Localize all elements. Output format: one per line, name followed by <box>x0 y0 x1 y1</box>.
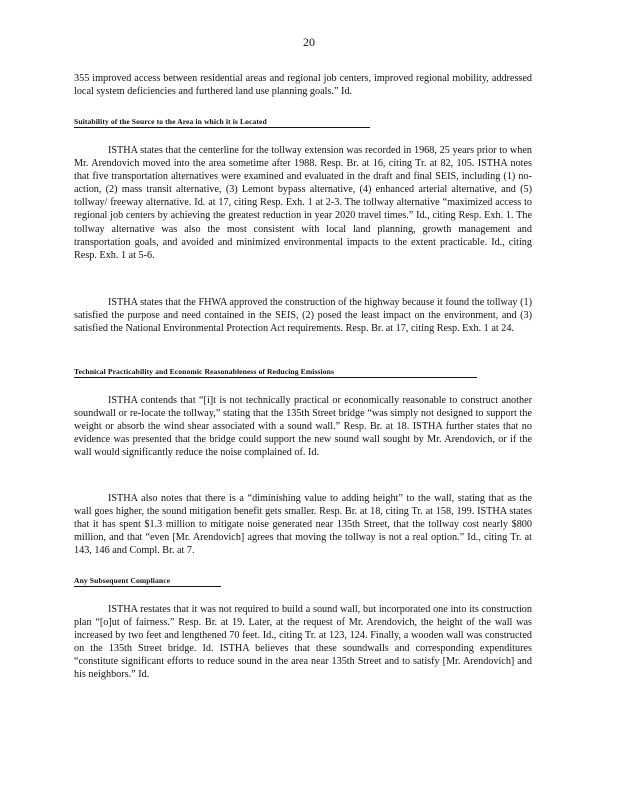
suitability-paragraph-1: ISTHA states that the centerline for the tollway extension was recorded in 1968, 25 years prior to when Mr. Arendovich moved into the area sometime after 1988. Resp. Br. at 16, citing Tr. at 82, 105. ISTHA notes that five transportation alternatives were examined and evaluated in the draft and final SEIS, including (1) no-action, (2) mass transit alternative, (3) Lemont bypass alternative, (4) enhanced arterial alternative, and (5) tollway/ freeway alternative. Id. at 17, citing Resp. Exh. 1 at 2-3. The tollway alternative “maximized access to regional job centers by achieving the greatest reduction in year 2020 travel times.” Id., citing Resp. Exh. 1. The tollway alternative was also the most consistent with local land planning, growth management and transportation goals, and avoided and minimized environmental impacts to the extent practicable. Id., citing Resp. Exh. 1 at 5-6. <box>74 145 532 261</box>
compliance-paragraph-1: ISTHA restates that it was not required to build a sound wall, but incorporated one into its construction plan “[o]ut of fairness.” Resp. Br. at 19. Later, at the request of Mr. Arendovich, the height of the wall was increased by two feet and lengthened 70 feet. Id., citing Tr. at 123, 124. Finally, a wooden wall was constructed on the 135th Street bridge. Id. ISTHA believes that these soundwalls and corresponding expenditures “constitute significant efforts to reduce sound in the area near 135th Street and to satisfy [Mr. Arendovich] and his neighbors.” Id. <box>74 604 532 681</box>
section-heading-technical <box>74 367 334 376</box>
intro-paragraph: 355 improved access between residential areas and regional job centers, improved regional mobility, addressed local system deficiencies and furthered land use planning goals.” Id. <box>74 73 532 98</box>
page-number: 20 <box>303 35 315 49</box>
heading-text: Any Subsequent Compliance <box>74 576 171 585</box>
heading-underline <box>74 377 477 378</box>
heading-text: Technical Practicability and Economic Reasonableness of Reducing Emissions <box>74 367 335 376</box>
suitability-paragraph-2: ISTHA states that the FHWA approved the construction of the highway because it found the tollway (1) satisfied the purpose and need contained in the SEIS, (2) posed the least impact on the environment, and (3) satisfied the National Environmental Protection Act requirements. Resp. Br. at 17, citing Resp. Exh. 1 at 24. <box>74 297 532 335</box>
technical-paragraph-1: ISTHA contends that “[i]t is not technically practical or economically reasonable to construct another soundwall or re-locate the tollway,” stating that the 135th Street bridge “was simply not designed to support the weight or absorb the wind shear associated with a sound wall.” Resp. Br. at 18. ISTHA further states that no evidence was presented that the bridge could support the new sound wall sought by Mr. Arendovich, or if the wall would significantly reduce the noise complained of. Id. <box>74 395 532 459</box>
heading-underline <box>74 586 221 587</box>
heading-underline <box>74 127 370 128</box>
technical-paragraph-2: ISTHA also notes that there is a “diminishing value to adding height” to the wall, stating that as the wall goes higher, the sound mitigation benefit gets smaller. Resp. Br. at 18, citing Tr. at 158, 199. ISTHA states that it has spent $1.3 million to mitigate noise generated near 135th Street, that the tollway cost nearly $800 million, and that “even [Mr. Arendovich] agrees that moving the tollway is not a real option.” Id., citing Tr. at 143, 146 and Compl. Br. at 7. <box>74 493 532 557</box>
section-heading-suitability <box>74 117 267 126</box>
section-heading-compliance <box>74 576 170 585</box>
heading-text: Suitability of the Source to the Area in which it is Located <box>74 117 267 126</box>
